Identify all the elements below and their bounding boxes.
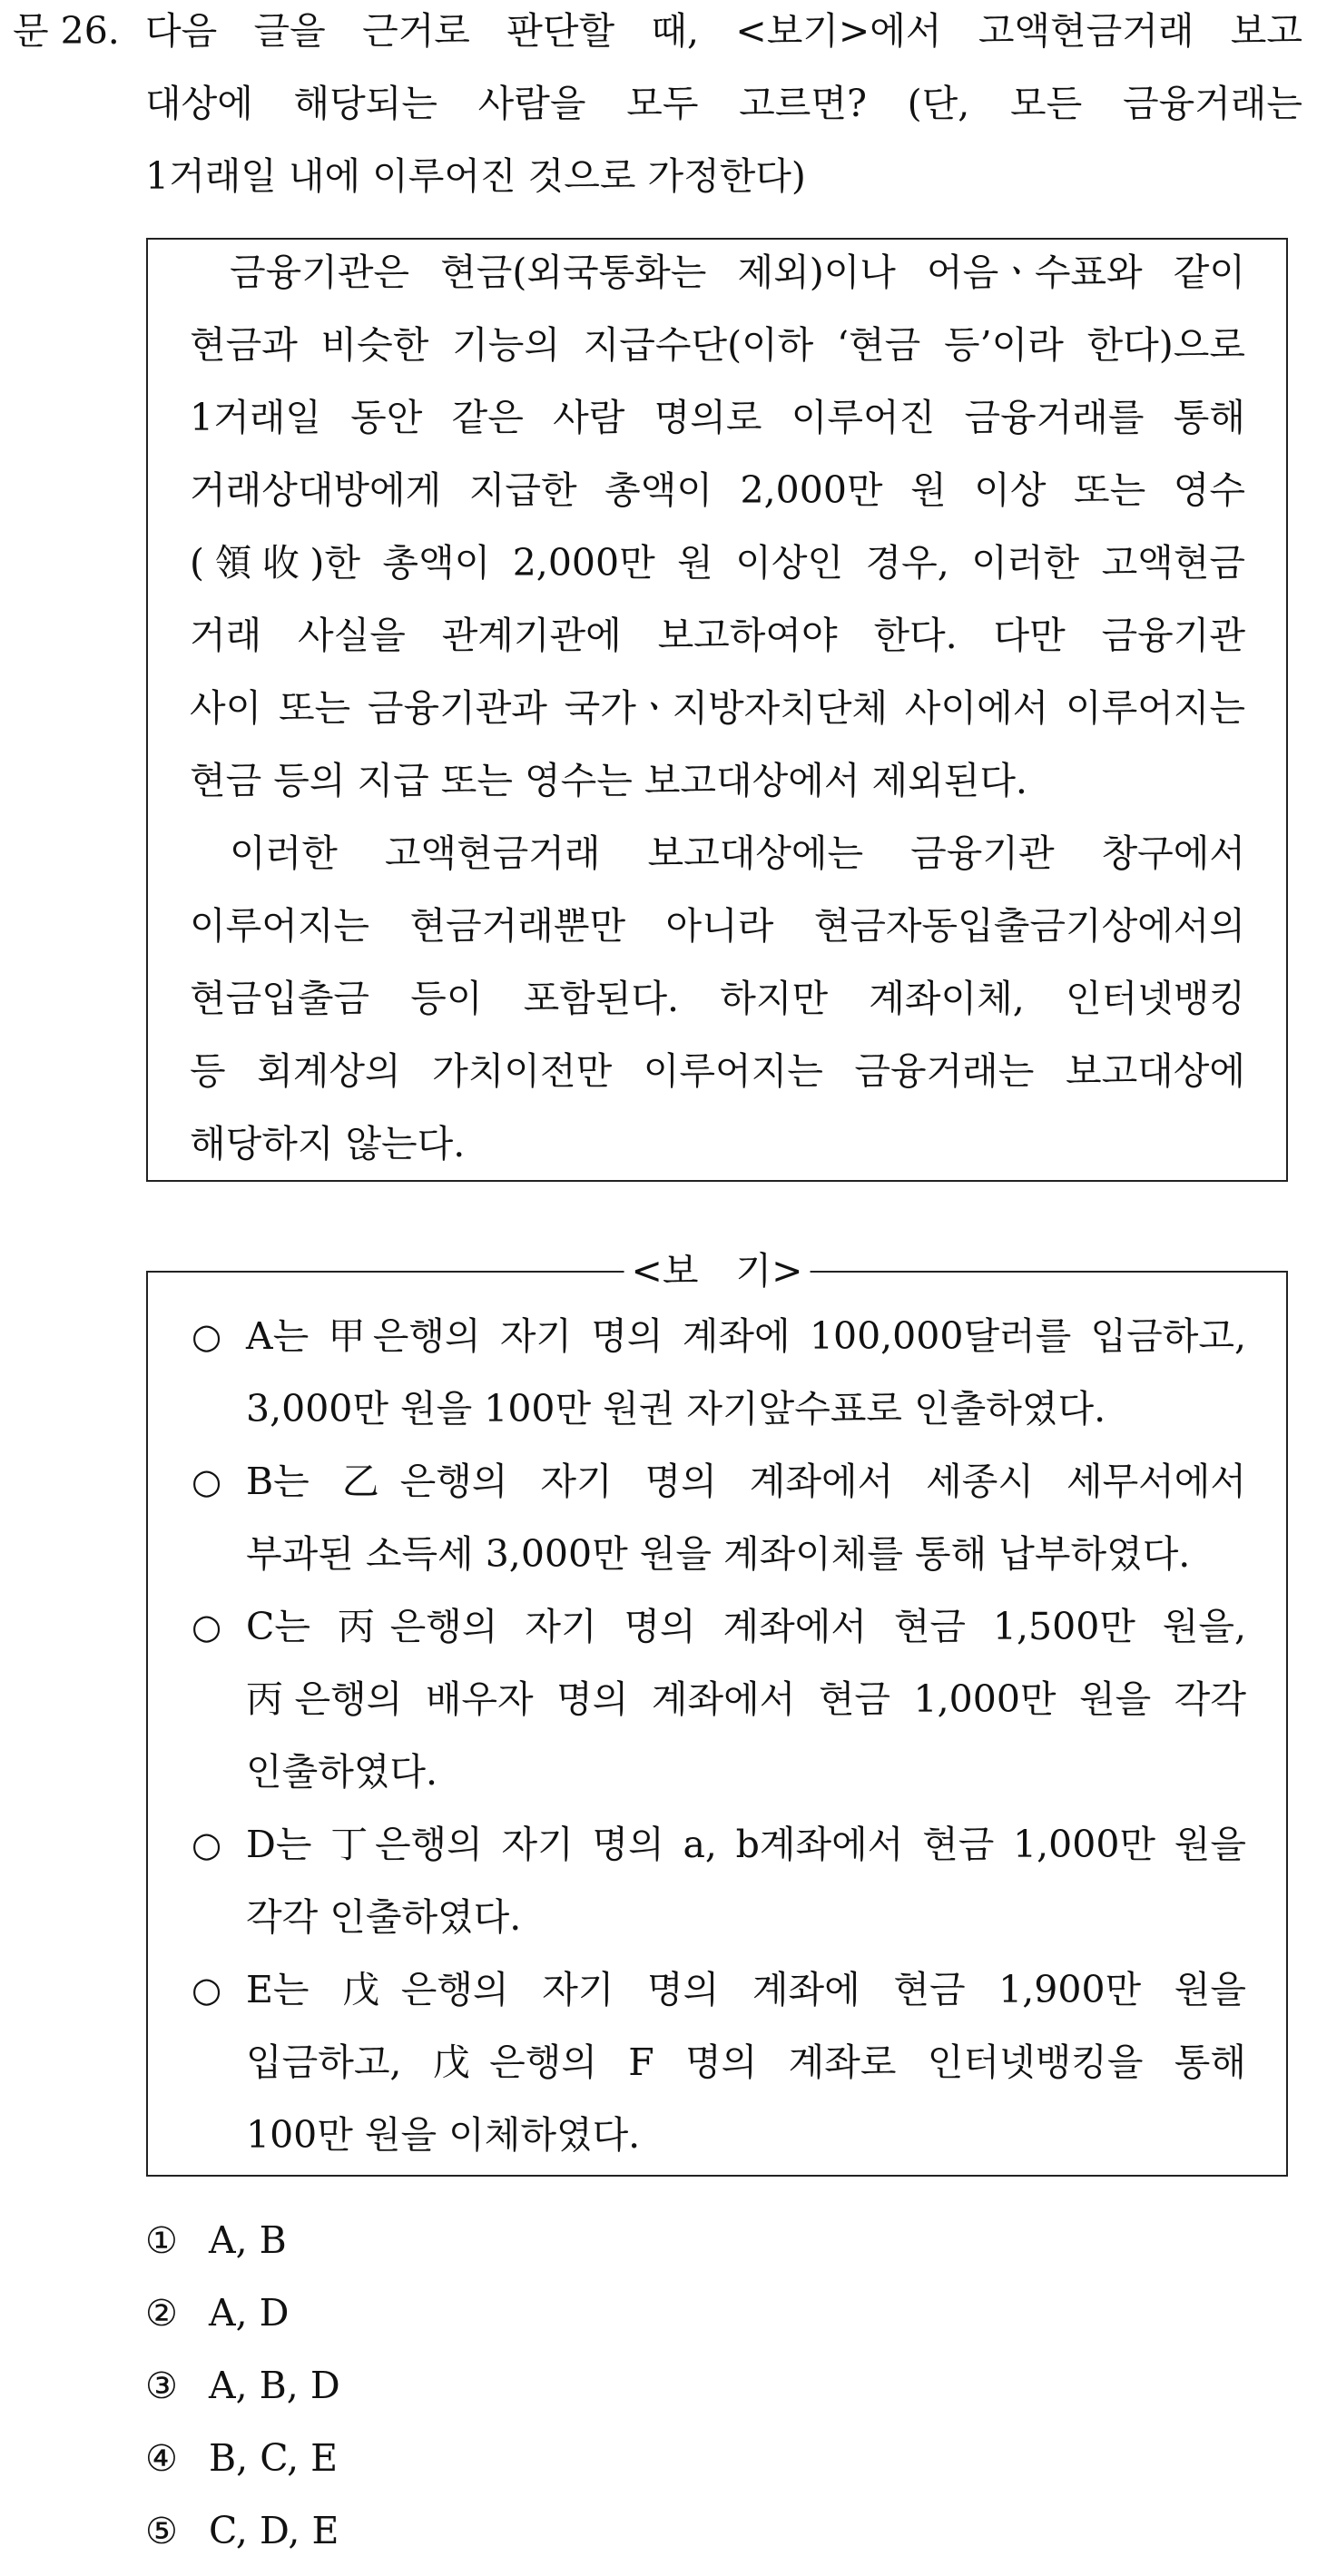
circle-bullet-icon: ○ xyxy=(192,1316,222,1356)
bogi-box xyxy=(146,1249,1288,2177)
bogi-line: E는 戊은행의 자기 명의 계좌에 현금 1,900만 원을 xyxy=(246,1968,1246,2011)
passage-line: 현금 등의 지급 또는 영수는 보고대상에서 제외된다. xyxy=(190,759,1027,802)
passage-line: 사이 또는 금융기관과 국가ㆍ지방자치단체 사이에서 이루어지는 xyxy=(190,686,1245,730)
question-line: 대상에 해당되는 사람을 모두 고르면? (단, 모든 금융거래는 xyxy=(145,82,1302,125)
passage-line: 등 회계상의 가치이전만 이루어지는 금융거래는 보고대상에 xyxy=(190,1049,1245,1093)
passage-line: 거래상대방에게 지급한 총액이 2,000만 원 이상 또는 영수 xyxy=(190,468,1245,512)
bogi-line: 丙은행의 배우자 명의 계좌에서 현금 1,000만 원을 각각 xyxy=(246,1677,1246,1721)
choice-number-5: ⑤ xyxy=(145,2511,178,2552)
bogi-line: 3,000만 원을 100만 원권 자기앞수표로 인출하였다. xyxy=(246,1387,1106,1431)
bogi-line: 입금하고, 戊은행의 F 명의 계좌로 인터넷뱅킹을 통해 xyxy=(246,2040,1246,2084)
bogi-line: 각각 인출하였다. xyxy=(246,1895,522,1939)
choice-text: A, B xyxy=(209,2218,287,2262)
choice-number-3: ③ xyxy=(145,2365,178,2407)
bogi-line: 인출하였다. xyxy=(246,1750,438,1794)
circle-bullet-icon: ○ xyxy=(192,1461,222,1501)
passage-line: 금융기관은 현금(외국통화는 제외)이나 어음ㆍ수표와 같이 xyxy=(230,251,1245,294)
passage-line: 이러한 고액현금거래 보고대상에는 금융기관 창구에서 xyxy=(230,831,1245,875)
bogi-line: B는 乙은행의 자기 명의 계좌에서 세종시 세무서에서 xyxy=(246,1460,1246,1503)
passage-line: 거래 사실을 관계기관에 보고하여야 한다. 다만 금융기관 xyxy=(190,614,1245,657)
choice-5[interactable] xyxy=(145,2507,339,2555)
bogi-line: C는 丙은행의 자기 명의 계좌에서 현금 1,500만 원을, xyxy=(246,1605,1246,1648)
passage-line: 현금과 비슷한 기능의 지급수단(이하 ‘현금 등’이라 한다)으로 xyxy=(190,323,1245,367)
question-line: 다음 글을 근거로 판단할 때, <보기>에서 고액현금거래 보고 xyxy=(145,9,1302,53)
passage-box xyxy=(146,238,1288,1182)
choice-2[interactable] xyxy=(145,2289,290,2337)
bogi-line: 100만 원을 이체하였다. xyxy=(246,2113,641,2157)
circle-bullet-icon: ○ xyxy=(192,1824,222,1864)
choice-1[interactable] xyxy=(145,2217,287,2265)
circle-bullet-icon: ○ xyxy=(192,1970,222,2010)
bogi-line: 부과된 소득세 3,000만 원을 계좌이체를 통해 납부하였다. xyxy=(246,1532,1191,1576)
circle-bullet-icon: ○ xyxy=(192,1607,222,1647)
passage-line: 이루어지는 현금거래뿐만 아니라 현금자동입출금기상에서의 xyxy=(190,904,1245,948)
passage-line: (領收)한 총액이 2,000만 원 이상인 경우, 이러한 고액현금 xyxy=(190,541,1245,585)
choice-number-1: ① xyxy=(145,2220,178,2262)
choice-text: A, B, D xyxy=(209,2364,340,2407)
choice-number-4: ④ xyxy=(145,2438,178,2480)
question-number: 문 26. xyxy=(13,9,120,53)
choice-text: B, C, E xyxy=(209,2436,339,2480)
passage-line: 현금입출금 등이 포함된다. 하지만 계좌이체, 인터넷뱅킹 xyxy=(190,977,1245,1020)
bogi-line: D는 丁은행의 자기 명의 a, b계좌에서 현금 1,000만 원을 xyxy=(246,1823,1246,1866)
bogi-line: A는 甲은행의 자기 명의 계좌에 100,000달러를 입금하고, xyxy=(246,1314,1246,1358)
choice-3[interactable] xyxy=(145,2362,340,2410)
bogi-title: <보 기> xyxy=(624,1247,811,1294)
passage-line: 1거래일 동안 같은 사람 명의로 이루어진 금융거래를 통해 xyxy=(190,396,1246,439)
choice-4[interactable] xyxy=(145,2434,338,2483)
question-line: 1거래일 내에 이루어진 것으로 가정한다) xyxy=(145,154,806,198)
choice-text: C, D, E xyxy=(209,2509,339,2552)
choice-number-2: ② xyxy=(145,2293,178,2335)
passage-line: 해당하지 않는다. xyxy=(190,1122,466,1165)
choice-text: A, D xyxy=(209,2291,290,2335)
